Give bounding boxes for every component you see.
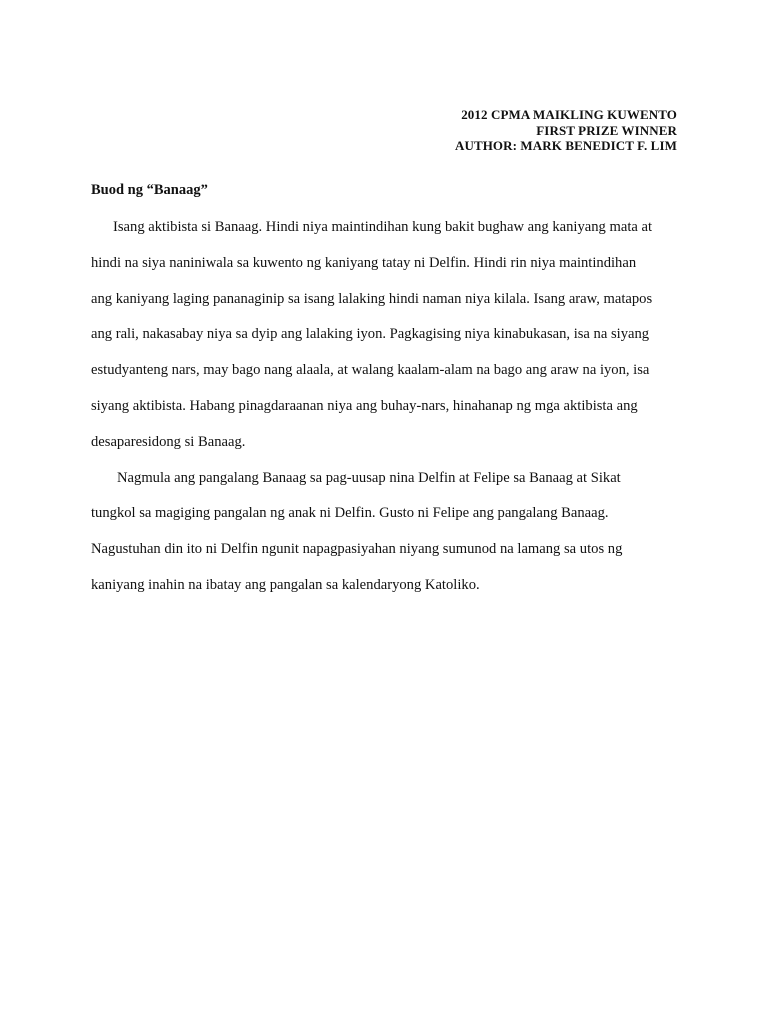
document-header bbox=[455, 107, 677, 154]
header-contest-title: 2012 CPMA MAIKLING KUWENTO bbox=[461, 107, 677, 122]
paragraph1-line: ang rali, nakasabay niya sa dyip ang lalaking iyon. Pagkagising niya kinabukasan, isa na siyang bbox=[91, 326, 650, 343]
paragraph1-line: ang kaniyang laging pananaginip sa isang lalaking hindi naman niya kilala. Isang araw, matapos bbox=[91, 290, 653, 307]
header-author: AUTHOR: MARK BENEDICT F. LIM bbox=[454, 138, 677, 153]
section-heading: Buod ng “Banaag” bbox=[91, 182, 208, 198]
paragraph1-line: estudyanteng nars, may bago nang alaala, at walang kaalam-alam na bago ang araw na iyon, isa bbox=[91, 362, 650, 379]
paragraph2-line: Nagustuhan din ito ni Delfin ngunit napagpasiyahan niyang sumunod na lamang sa utos ng bbox=[91, 541, 623, 558]
paragraph2-line: kaniyang inahin na ibatay ang pangalan sa kalendaryong Katoliko. bbox=[91, 576, 480, 593]
paragraph1-line: siyang aktibista. Habang pinagdaraanan niya ang buhay-nars, hinahanap ng mga aktibista ang bbox=[91, 397, 638, 414]
summary-body bbox=[91, 215, 681, 609]
paragraph1-line: Isang aktibista si Banaag. Hindi niya maintindihan kung bakit bughaw ang kaniyang mata at bbox=[113, 219, 653, 235]
paragraph1-line: desaparesidong si Banaag. bbox=[91, 433, 246, 450]
header-award: FIRST PRIZE WINNER bbox=[536, 122, 677, 138]
paragraph2-line: tungkol sa magiging pangalan ng anak ni Delfin. Gusto ni Felipe ang pangalang Banaag. bbox=[91, 505, 609, 522]
paragraph2-line: Nagmula ang pangalang Banaag sa pag-uusap nina Delfin at Felipe sa Banaag at Sikat bbox=[117, 469, 621, 486]
paragraph1-line: hindi na siya naniniwala sa kuwento ng kaniyang tatay ni Delfin. Hindi rin niya maintindihan bbox=[91, 254, 637, 271]
